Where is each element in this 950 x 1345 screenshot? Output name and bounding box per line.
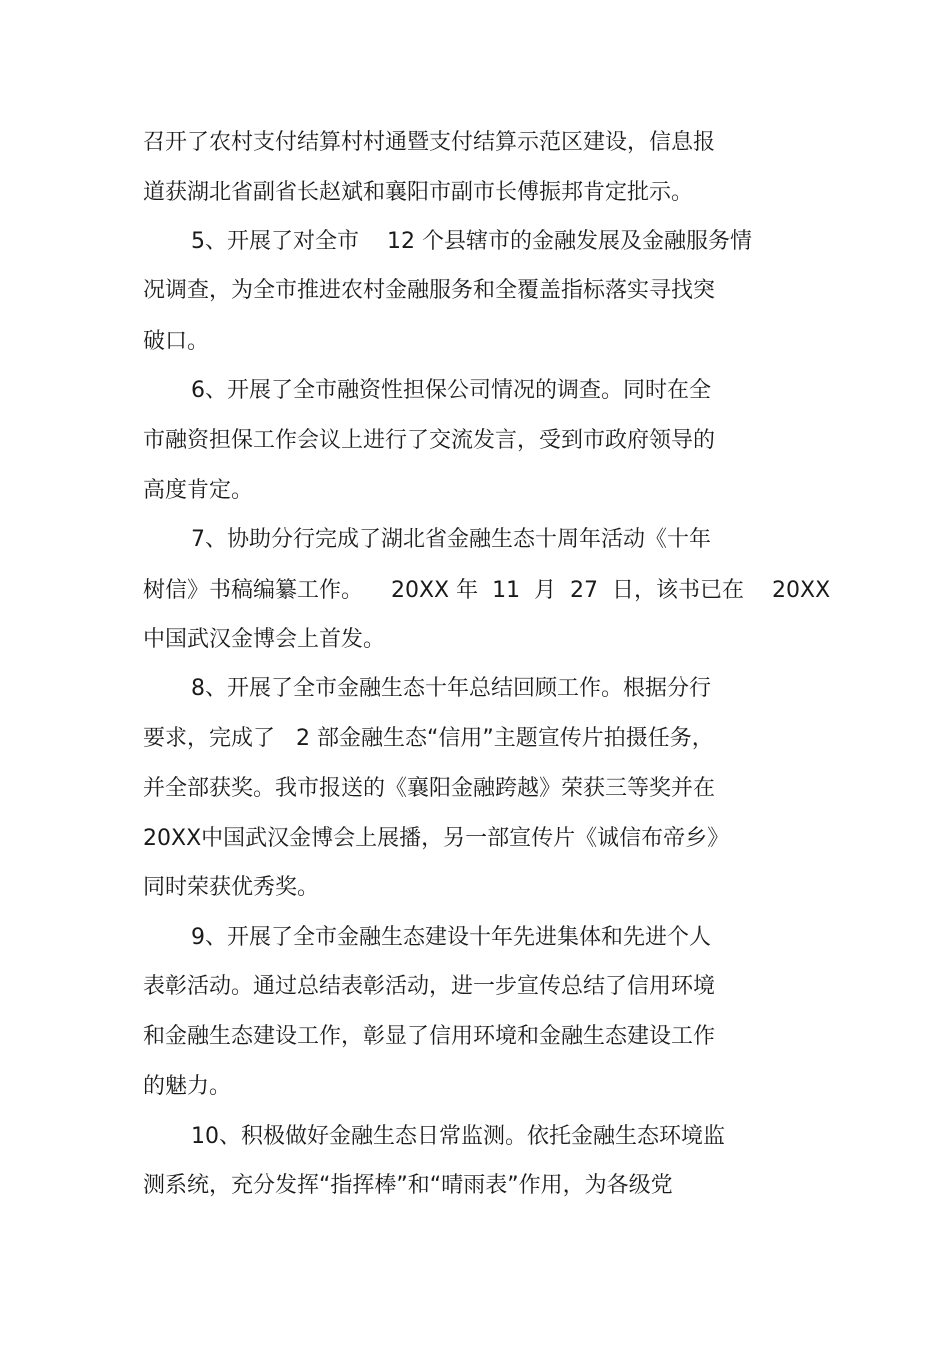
paragraph-line: 的魅力。 xyxy=(143,1074,232,1099)
paragraph-line: 高度肯定。 xyxy=(143,478,254,503)
paragraph-line: 5、开展了对全市 12 个县辖市的金融发展及金融服务情 xyxy=(191,229,752,254)
paragraph-line: 9、开展了全市金融生态建设十年先进集体和先进个人 xyxy=(191,925,711,950)
paragraph-line: 7、协助分行完成了湖北省金融生态十周年活动《十年 xyxy=(191,527,711,552)
paragraph-line: 树信》书稿编纂工作。 20XX 年 11 月 27 日，该书已在 20XX xyxy=(143,578,831,603)
paragraph-line: 8、开展了全市金融生态十年总结回顾工作。根据分行 xyxy=(191,676,711,701)
paragraph-line: 市融资担保工作会议上进行了交流发言，受到市政府领导的 xyxy=(143,428,716,453)
paragraph-line: 和金融生态建设工作，彰显了信用环境和金融生态建设工作 xyxy=(143,1024,716,1049)
paragraph-line: 中国武汉金博会上首发。 xyxy=(143,627,386,652)
paragraph-line: 同时荣获优秀奖。 xyxy=(143,875,320,900)
paragraph-line: 10、积极做好金融生态日常监测。依托金融生态环境监 xyxy=(191,1124,725,1149)
paragraph-line: 要求，完成了 2 部金融生态“信用”主题宣传片拍摄任务， xyxy=(143,726,714,751)
paragraph-line: 6、开展了全市融资性担保公司情况的调查。同时在全 xyxy=(191,378,711,403)
paragraph-line: 召开了农村支付结算村村通暨支付结算示范区建设，信息报 xyxy=(143,130,716,155)
paragraph-line: 并全部获奖。我市报送的《襄阳金融跨越》荣获三等奖并在 xyxy=(143,776,716,801)
paragraph-line: 况调查，为全市推进农村金融服务和全覆盖指标落实寻找突 xyxy=(143,278,716,303)
paragraph-line: 道获湖北省副省长赵斌和襄阳市副市长傅振邦肯定批示。 xyxy=(143,180,694,205)
paragraph-line: 20XX中国武汉金博会上展播，另一部宣传片《诚信布帝乡》 xyxy=(143,826,730,851)
paragraph-line: 测系统，充分发挥“指挥棒”和“晴雨表”作用，为各级党 xyxy=(143,1173,673,1198)
paragraph-line: 表彰活动。通过总结表彰活动，进一步宣传总结了信用环境 xyxy=(143,974,716,999)
paragraph-line: 破口。 xyxy=(143,329,210,354)
